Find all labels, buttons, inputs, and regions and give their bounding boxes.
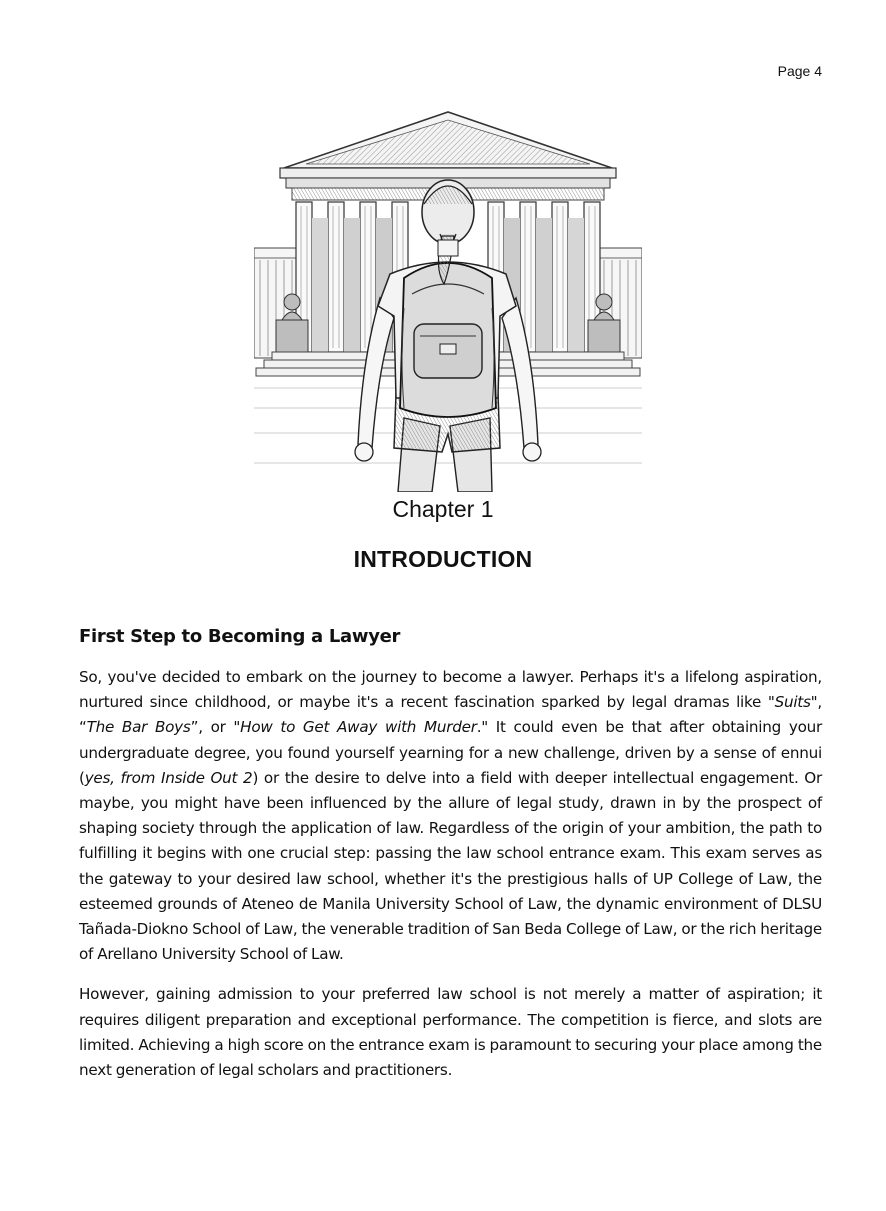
paragraph-1 — [79, 665, 822, 967]
page-number: Page 4 — [777, 63, 822, 79]
paragraph-1-italic-3: How to Get Away with Murder — [240, 718, 477, 737]
paragraph-2: However, gaining admission to your preferred law school is not merely a matter of aspiration; it requires diligent preparation and exceptional performance. The competition is fierce, and slots are limited. Achieving a high score on the entrance exam is paramount to securing your place among the next generation of legal scholars and practitioners. — [79, 985, 822, 1080]
section-heading: First Step to Becoming a Lawyer — [79, 626, 401, 647]
paragraph-1-text-3: ”, or " — [190, 718, 241, 737]
paragraph-1-text-4: ." It could even be that after obtaining your undergraduate degree, you found yourself yearning for a new challenge, driven by a sense of ennui ( — [79, 718, 823, 787]
paragraph-1-italic-1: Suits — [774, 693, 811, 712]
chapter-illustration — [254, 108, 642, 492]
chapter-label: Chapter 1 — [392, 496, 494, 522]
paragraph-1-text-5: ) or the desire to delve into a field with deeper intellectual engagement. Or maybe, you might have been influenced by the allure of legal study, drawn in by the prospect of shaping society through the application of law. Regardless of the origin of your ambition, the path to fulfilling it begins with one crucial step: passing the law school entrance exam. This exam serves as the gateway to your desired law school, whether it's the prestigious halls of UP College of Law, the esteemed grounds of Ateneo de Manila University School of Law, the dynamic environment of DLSU Tañada-Diokno School of Law, the venerable tradition of San Beda College of Law, or the rich heritage of Arellano University School of Law. — [79, 768, 823, 964]
student-courthouse-icon — [254, 108, 642, 492]
paragraph-1-italic-2: The Bar Boys — [86, 718, 191, 737]
chapter-title: INTRODUCTION — [353, 546, 533, 572]
section-first-step — [79, 626, 822, 1098]
paragraph-1-text-2: ", “ — [79, 693, 822, 737]
paragraph-1-text-1: So, you've decided to embark on the journey to become a lawyer. Perhaps it's a lifelong aspiration, nurtured since childhood, or maybe it's a recent fascination sparked by legal dramas like " — [79, 668, 822, 712]
paragraph-1-italic-4: yes, from Inside Out 2 — [84, 768, 253, 787]
